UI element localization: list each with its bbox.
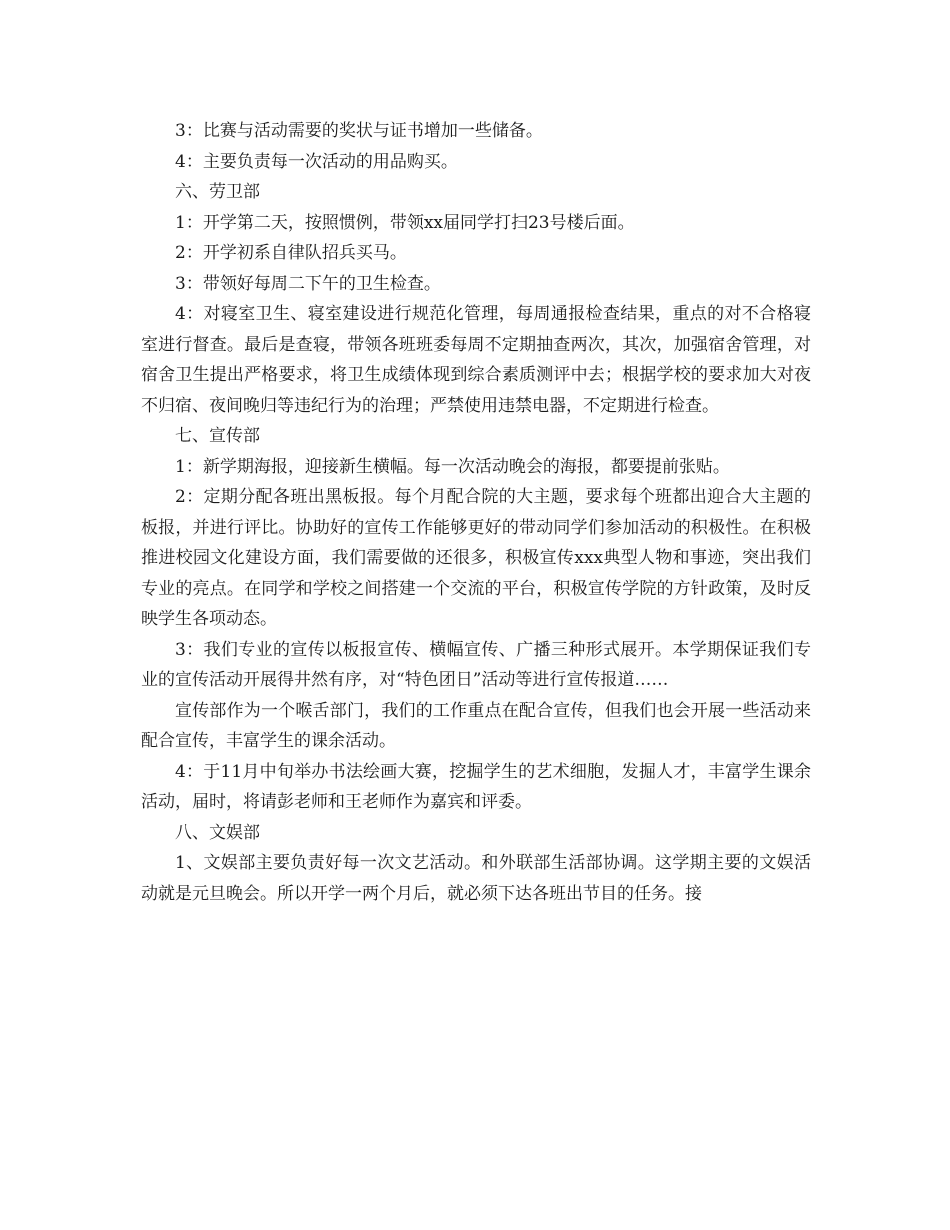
paragraph-labor-item-2: 2：开学初系自律队招兵买马。 xyxy=(175,243,407,263)
paragraph-publicity-item-4: 4：于11月中旬举办书法绘画大赛，挖掘学生的艺术细胞，发掘人才，丰富学生课余活动，届时，将请彭老师和王老师作为嘉宾和评委。 xyxy=(141,761,811,812)
paragraph-finance-item-3: 3：比赛与活动需要的奖状与证书增加一些储备。 xyxy=(175,121,543,141)
paragraph-entertainment-item-1: 1、文娱部主要负责好每一次文艺活动。和外联部生活部协调。这学期主要的文娱活动就是元旦晚会。所以开学一两个月后，就必须下达各班出节目的任务。接 xyxy=(141,853,811,904)
paragraph-labor-item-3: 3：带领好每周二下午的卫生检查。 xyxy=(175,273,441,294)
section-heading-entertainment: 八、文娱部 xyxy=(175,822,260,843)
paragraph-labor-item-4: 4：对寝室卫生、寝室建设进行规范化管理，每周通报检查结果，重点的对不合格寝室进行督查。最后是查寝，带领各班班委每周不定期抽查两次，其次，加强宿舍管理，对宿舍卫生提出严格要求，将卫生成绩体现到综合素质测评中去；根据学校的要求加大对夜不归宿、夜间晚归等违纪行为的治理；严禁使用违禁电器，不定期进行检查。 xyxy=(141,304,811,416)
document-body xyxy=(141,116,811,909)
paragraph-publicity-summary: 宣传部作为一个喉舌部门，我们的工作重点在配合宣传，但我们也会开展一些活动来配合宣传，丰富学生的课余活动。 xyxy=(141,700,811,751)
paragraph-publicity-item-3: 3：我们专业的宣传以板报宣传、横幅宣传、广播三种形式展开。本学期保证我们专业的宣传活动开展得井然有序，对“特色团日”活动等进行宣传报道…… xyxy=(141,639,811,690)
section-heading-labor-hygiene: 六、劳卫部 xyxy=(175,182,260,202)
paragraph-publicity-item-1: 1：新学期海报，迎接新生横幅。每一次活动晚会的海报，都要提前张贴。 xyxy=(175,456,730,477)
section-heading-publicity: 七、宣传部 xyxy=(175,426,260,446)
paragraph-publicity-item-2: 2：定期分配各班出黑板报。每个月配合院的大主题，要求每个班都出迎合大主题的板报，并进行评比。协助好的宣传工作能够更好的带动同学们参加活动的积极性。在积极推进校园文化建设方面，我们需要做的还很多，积极宣传xxx典型人物和事迹，突出我们专业的亮点。在同学和学校之间搭建一个交流的平台，积极宣传学院的方针政策，及时反映学生各项动态。 xyxy=(141,487,811,629)
paragraph-finance-item-4: 4：主要负责每一次活动的用品购买。 xyxy=(175,151,458,172)
paragraph-labor-item-1: 1：开学第二天，按照惯例，带领xx届同学打扫23号楼后面。 xyxy=(175,212,635,233)
